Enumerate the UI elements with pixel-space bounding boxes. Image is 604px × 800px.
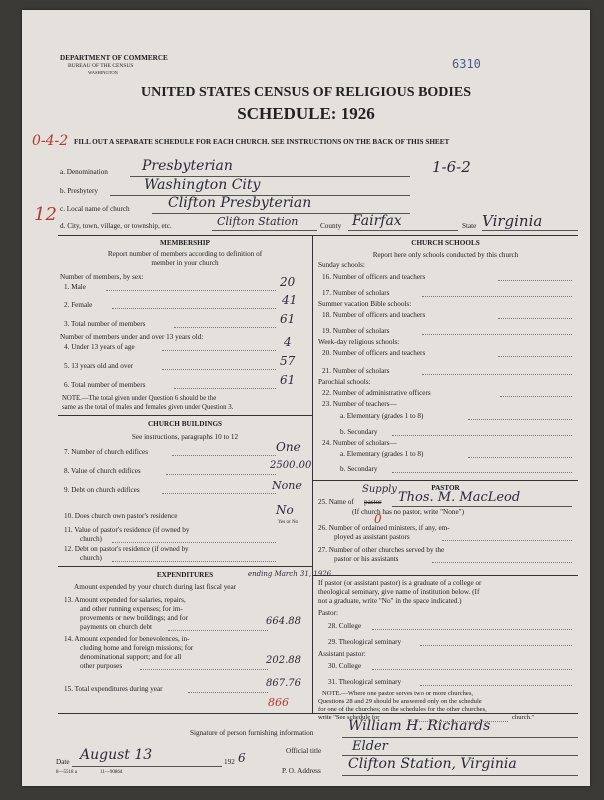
q25-label: 25. Name of: [318, 498, 354, 506]
q23-label: 23. Number of teachers—: [322, 400, 397, 408]
q25-supply: Supply: [362, 484, 397, 495]
q13-label-a: 13. Amount expended for salaries, repairs,: [64, 596, 186, 604]
address-label: P. O. Address: [282, 767, 321, 775]
city-value: Clifton Station: [217, 215, 299, 228]
q23a-label: a. Elementary (grades 1 to 8): [340, 412, 424, 420]
q10-label: 10. Does church own pastor's residence: [64, 512, 178, 520]
q24a-label: a. Elementary (grades 1 to 8): [340, 450, 424, 458]
age-heading: Number of members under and over 13 years old:: [60, 333, 204, 341]
q25-value: Thos. M. MacLeod: [398, 490, 521, 505]
q10-yes-no: Yes or No: [278, 520, 299, 525]
q29-label: 29. Theological seminary: [328, 638, 402, 646]
q27-label-b: pastor or his assistants: [334, 555, 399, 563]
q25-note: (If church has no pastor, write "None"): [352, 508, 464, 516]
census-schedule-page: [22, 10, 590, 786]
q14-value: 202.88: [266, 655, 301, 666]
membership-heading: MEMBERSHIP: [160, 239, 210, 247]
q25-struck: pastor: [364, 498, 382, 506]
q26-label-a: 26. Number of ordained ministers, if any, em-: [318, 524, 450, 532]
buildings-sub: See instructions, paragraphs 10 to 12: [131, 433, 239, 441]
q4-label: 4. Under 13 years of age: [64, 343, 135, 351]
expenditures-sub: Amount expended by your church during last fiscal year: [74, 583, 237, 591]
q11-label-a: 11. Value of pastor's residence (if owned by: [64, 526, 190, 534]
schools-note: Report here only schools conducted by this church: [372, 251, 519, 259]
q19-label: 19. Number of scholars: [322, 327, 390, 335]
q14-label-c: denominational support; and for all: [80, 653, 182, 661]
q12-label-a: 12. Debt on pastor's residence (if owned by: [64, 545, 189, 553]
bureau-label: BUREAU OF THE CENSUS: [68, 63, 134, 69]
q15-label: 15. Total expenditures during year: [64, 685, 163, 693]
membership-note-a: NOTE.—The total given under Question 6 should be the: [62, 395, 217, 402]
q15-value: 867.76: [266, 678, 301, 689]
pastor-grad-label: Pastor:: [318, 609, 338, 617]
q10-value: No: [276, 503, 294, 517]
q13-label-b: and other running expenses; for im-: [80, 605, 183, 613]
signature-value: William H. Richards: [348, 718, 491, 734]
form-number: 8—5518 a: [56, 770, 77, 775]
fiscal-year-ending: ending March 31, 1926: [248, 570, 332, 578]
q16-label: 16. Number of officers and teachers: [322, 273, 426, 281]
official-title-label: Official title: [286, 747, 322, 755]
q24-label: 24. Number of scholars—: [322, 439, 397, 447]
q8-value: 2500.00: [270, 460, 312, 471]
q7-value: One: [276, 440, 301, 454]
q15-red-total: 866: [268, 696, 289, 709]
form-number-2: 11—9086d: [100, 770, 123, 775]
q14-label-a: 14. Amount expended for benevolences, in-: [64, 635, 190, 643]
form-subtitle: SCHEDULE: 1926: [237, 104, 375, 123]
local-name-value: Clifton Presbyterian: [168, 195, 312, 211]
q3-value: 61: [280, 312, 296, 326]
denomination-value: Presbyterian: [142, 158, 233, 174]
sunday-heading: Sunday schools:: [318, 261, 365, 269]
q11-label-b: church): [80, 535, 102, 543]
weekday-heading: Week-day religious schools:: [318, 338, 400, 346]
margin-number: 12: [34, 204, 57, 225]
q28-label: 28. College: [328, 622, 362, 630]
q13-label-d: payments on church debt: [80, 623, 153, 631]
q6-label: 6. Total number of members: [64, 381, 146, 389]
graduate-note-2: theological seminary, give name of institution below. (If: [318, 588, 480, 596]
city-label: WASHINGTON: [88, 70, 118, 75]
q1-value: 20: [280, 275, 296, 289]
assistant-grad-label: Assistant pastor:: [318, 650, 366, 658]
q18-label: 18. Number of officers and teachers: [322, 311, 426, 319]
presbytery-value: Washington City: [144, 177, 261, 193]
q26-value: 0: [374, 512, 382, 526]
presbytery-label: b. Presbytery: [60, 187, 98, 195]
q27-label-a: 27. Number of other churches served by the: [318, 546, 445, 554]
graduate-note-3: not a graduate, write "No" in the space indicated.): [318, 597, 462, 605]
by-sex-heading: Number of members, by sex:: [60, 273, 144, 281]
denomination-label: a. Denomination: [60, 168, 108, 176]
q26-label-b: ployed as assistant pastors: [334, 533, 410, 541]
date-year-handwritten: 6: [238, 751, 246, 765]
form-title: UNITED STATES CENSUS OF RELIGIOUS BODIES: [140, 85, 471, 100]
date-label: Date: [56, 758, 70, 766]
q31-label: 31. Theological seminary: [328, 678, 402, 686]
schools-heading: CHURCH SCHOOLS: [411, 239, 480, 247]
q2-label: 2. Female: [64, 301, 93, 309]
q13-label-c: provements or new buildings; and for: [80, 614, 188, 622]
q14-label-d: other purposes: [80, 662, 123, 670]
q6-value: 61: [280, 373, 296, 387]
q13-value: 664.88: [266, 616, 301, 627]
membership-note-1: Report number of members according to definition of: [107, 250, 263, 258]
state-value: Virginia: [482, 212, 543, 230]
q14-label-b: cluding home and foreign missions; for: [80, 644, 194, 652]
q17-label: 17. Number of scholars: [322, 289, 390, 297]
pastor-note-4: write "See schedule for: [318, 714, 380, 721]
form-instruction: FILL OUT A SEPARATE SCHEDULE FOR EACH CHURCH. SEE INSTRUCTIONS ON THE BACK OF THIS SHEET: [74, 138, 450, 146]
q9-value: None: [272, 479, 302, 492]
q3-label: 3. Total number of members: [64, 320, 146, 328]
q2-value: 41: [282, 293, 298, 307]
local-name-label: c. Local name of church: [60, 205, 130, 213]
schedule-number: 6310: [452, 57, 481, 71]
official-title-value: Elder: [352, 739, 388, 754]
membership-note-b: same as the total of males and females given under Question 3.: [62, 404, 234, 411]
pastor-heading: PASTOR: [431, 484, 460, 492]
q21-label: 21. Number of scholars: [322, 367, 390, 375]
q22-label: 22. Number of administrative officers: [322, 389, 431, 397]
margin-code: 0-4-2: [32, 133, 69, 149]
address-value: Clifton Station, Virginia: [348, 756, 517, 772]
pastor-note-3: for one of the churches; on the schedules for the other churches,: [318, 706, 487, 713]
pastor-note-5: church.": [512, 714, 535, 721]
q9-label: 9. Debt on church edifices: [64, 486, 140, 494]
q24b-label: b. Secondary: [340, 465, 378, 473]
q30-label: 30. College: [328, 662, 362, 670]
q23b-label: b. Secondary: [340, 428, 378, 436]
signature-label: Signature of person furnishing information: [190, 729, 314, 737]
expenditures-heading: EXPENDITURES: [156, 571, 214, 579]
q4-value: 4: [284, 335, 292, 349]
q5-value: 57: [280, 354, 296, 368]
denomination-code: 1-6-2: [432, 158, 471, 176]
buildings-heading: CHURCH BUILDINGS: [147, 420, 223, 428]
graduate-note-1: If pastor (or assistant pastor) is a graduate of a college or: [318, 579, 482, 587]
date-year-printed: 192: [224, 758, 235, 766]
q5-label: 5. 13 years old and over: [64, 362, 134, 370]
state-label: State: [462, 222, 477, 230]
dept-label: DEPARTMENT OF COMMERCE: [60, 54, 168, 62]
q20-label: 20. Number of officers and teachers: [322, 349, 426, 357]
pastor-note-2: Questions 28 and 29 should be answered only on the schedule: [318, 698, 482, 705]
vacation-heading: Summer vacation Bible schools:: [318, 300, 412, 308]
pastor-note-1: NOTE.—Where one pastor serves two or more churches,: [322, 690, 474, 697]
city-label-field: d. City, town, village, or township, etc.: [60, 222, 172, 230]
q7-label: 7. Number of church edifices: [64, 448, 149, 456]
membership-note-2: member in your church: [151, 259, 219, 267]
q1-label: 1. Male: [64, 283, 86, 291]
parochial-heading: Parochial schools:: [318, 378, 371, 386]
county-label: County: [320, 222, 342, 230]
q8-label: 8. Value of church edifices: [64, 467, 141, 475]
q12-label-b: church): [80, 554, 102, 562]
date-value: August 13: [80, 747, 153, 763]
county-value: Fairfax: [352, 213, 402, 229]
